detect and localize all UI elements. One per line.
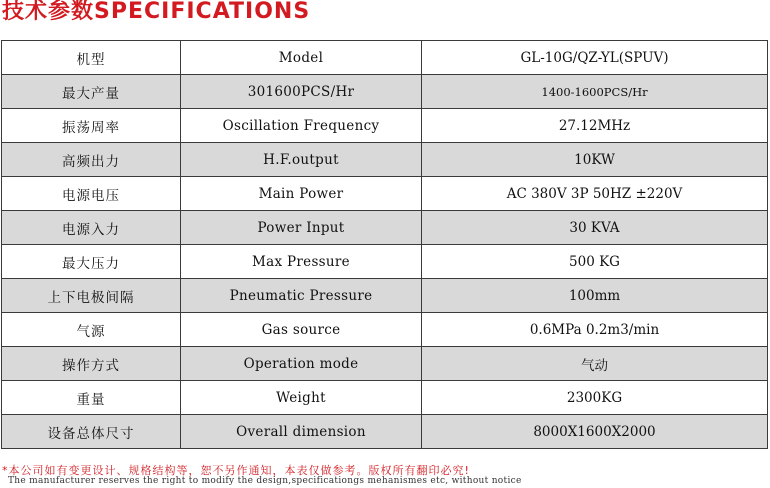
spec-value: 2300KG: [422, 381, 768, 415]
spec-label-en: Power Input: [181, 211, 422, 245]
spec-label-en: Max Pressure: [181, 245, 422, 279]
table-row: [2, 279, 768, 313]
spec-label-en: Overall dimension: [181, 415, 422, 449]
table-row: [2, 381, 768, 415]
spec-label-en: Weight: [181, 381, 422, 415]
table-row: [2, 313, 768, 347]
spec-label-en: 301600PCS/Hr: [181, 75, 422, 109]
spec-value: 8000X1600X2000: [422, 415, 768, 449]
disclaimer-note-en: The manufacturer reserves the right to modify the design,specificationgs mehanismes etc, without notice: [8, 476, 522, 486]
spec-label-en: Gas source: [181, 313, 422, 347]
spec-value: 气动: [422, 347, 768, 381]
spec-label-cn: 机型: [2, 41, 181, 75]
spec-label-cn: 设备总体尺寸: [2, 415, 181, 449]
spec-value: 27.12MHz: [422, 109, 768, 143]
table-row: [2, 211, 768, 245]
spec-value: 30 KVA: [422, 211, 768, 245]
spec-label-cn: 电源电压: [2, 177, 181, 211]
disclaimer-note-cn: *本公司如有变更设计、规格结构等，恕不另作通知，本表仅做参考。版权所有翻印必究!: [2, 464, 470, 477]
table-row: [2, 177, 768, 211]
spec-label-en: Operation mode: [181, 347, 422, 381]
spec-label-cn: 最大压力: [2, 245, 181, 279]
table-row: [2, 143, 768, 177]
table-row: [2, 75, 768, 109]
table-row: [2, 347, 768, 381]
spec-value: 500 KG: [422, 245, 768, 279]
spec-label-en: Main Power: [181, 177, 422, 211]
spec-label-cn: 高频出力: [2, 143, 181, 177]
spec-label-cn: 上下电极间隔: [2, 279, 181, 313]
spec-label-cn: 振荡周率: [2, 109, 181, 143]
table-row: [2, 245, 768, 279]
spec-value: 10KW: [422, 143, 768, 177]
spec-value: AC 380V 3P 50HZ ±220V: [422, 177, 768, 211]
spec-label-cn: 最大产量: [2, 75, 181, 109]
spec-label-cn: 气源: [2, 313, 181, 347]
spec-label-en: Pneumatic Pressure: [181, 279, 422, 313]
spec-label-cn: 操作方式: [2, 347, 181, 381]
spec-label-en: H.F.output: [181, 143, 422, 177]
spec-value: 100mm: [422, 279, 768, 313]
spec-value: 0.6MPa 0.2m3/min: [422, 313, 768, 347]
table-row: [2, 109, 768, 143]
spec-label-en: Model: [181, 41, 422, 75]
spec-label-en: Oscillation Frequency: [181, 109, 422, 143]
page-title: 技术参数SPECIFICATIONS: [2, 0, 311, 24]
table-row: [2, 415, 768, 449]
spec-value: 1400-1600PCS/Hr: [422, 75, 768, 109]
table-row: [2, 41, 768, 75]
specifications-table: [1, 40, 768, 449]
spec-label-cn: 重量: [2, 381, 181, 415]
spec-label-cn: 电源入力: [2, 211, 181, 245]
spec-value: GL-10G/QZ-YL(SPUV): [422, 41, 768, 75]
